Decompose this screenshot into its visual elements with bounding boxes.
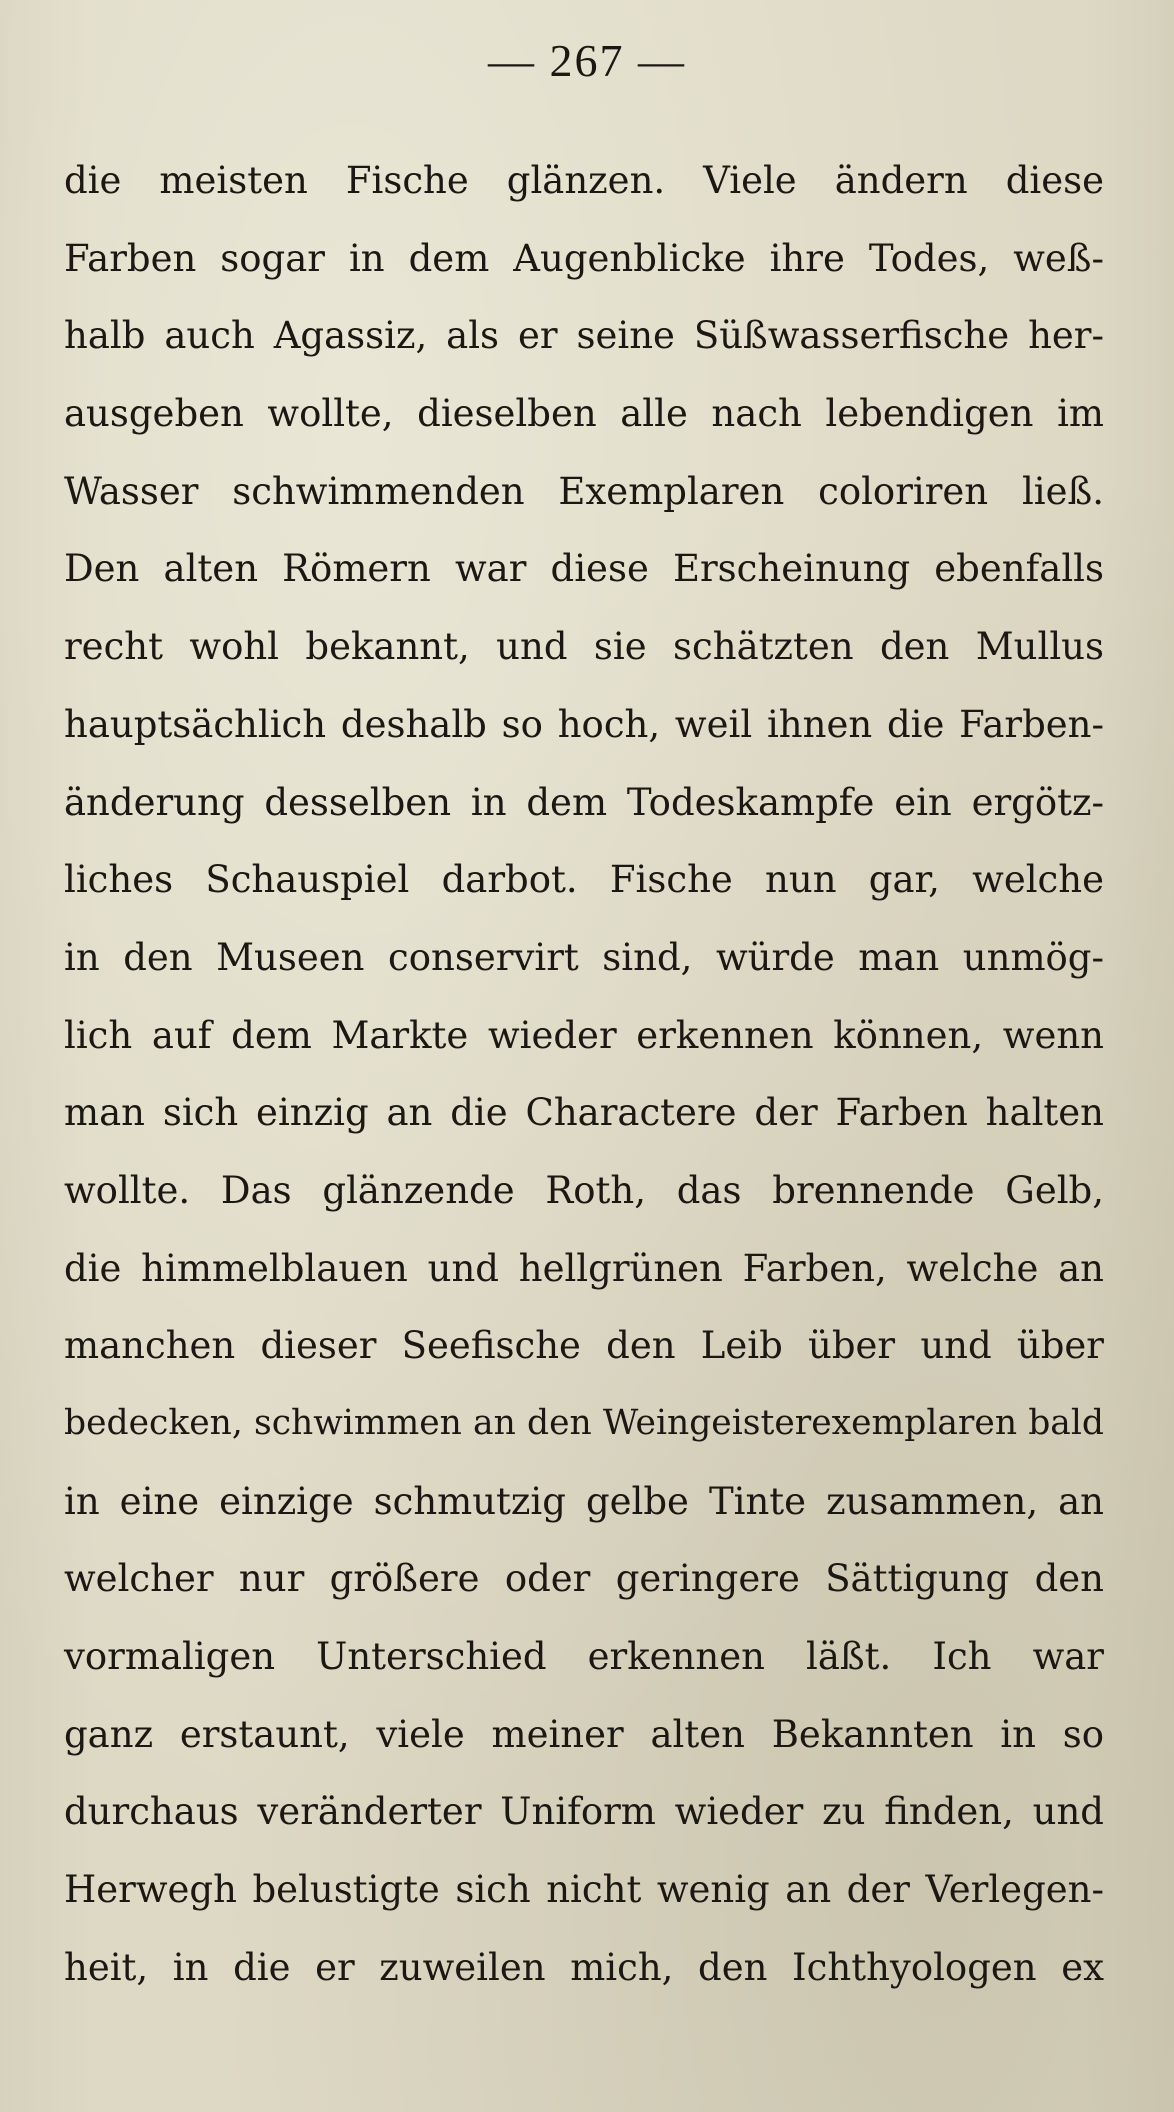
text-line: welcher nur größere oder geringere Sättigung den xyxy=(64,1557,1104,1601)
text-line: lich auf dem Markte wieder erkennen können, wenn xyxy=(64,1013,1104,1057)
text-line: heit, in die er zuweilen mich, den Ichthyologen ex xyxy=(64,1945,1104,1989)
text-line: liches Schauspiel darbot. Fische nun gar, welche xyxy=(64,858,1104,902)
body-text xyxy=(64,142,1104,2007)
text-line: Herwegh belustigte sich nicht wenig an der Verlegen- xyxy=(64,1868,1104,1912)
text-line: bedecken, schwimmen an den Weingeisterexemplaren bald xyxy=(64,1403,1104,1443)
text-line: man sich einzig an die Charactere der Farben halten xyxy=(64,1091,1104,1135)
text-line: in eine einzige schmutzig gelbe Tinte zusammen, an xyxy=(64,1479,1104,1523)
text-line: Den alten Römern war diese Erscheinung ebenfalls xyxy=(64,547,1104,591)
text-line: wollte. Das glänzende Roth, das brennende Gelb, xyxy=(64,1168,1104,1212)
text-line: ganz erstaunt, viele meiner alten Bekannten in so xyxy=(64,1712,1104,1756)
text-line: ausgeben wollte, dieselben alle nach lebendigen im xyxy=(64,392,1104,436)
text-line: hauptsächlich deshalb so hoch, weil ihnen die Farben- xyxy=(64,702,1104,746)
text-line: halb auch Agassiz, als er seine Süßwasserfische her- xyxy=(64,314,1104,358)
page-number: — 267 — xyxy=(488,35,686,86)
text-line: die meisten Fische glänzen. Viele ändern diese xyxy=(64,159,1104,202)
text-line: manchen dieser Seefische den Leib über und über xyxy=(64,1324,1104,1368)
text-line: recht wohl bekannt, und sie schätzten den Mullus xyxy=(64,625,1104,669)
text-line: änderung desselben in dem Todeskampfe ein ergötz- xyxy=(64,780,1104,824)
text-line: die himmelblauen und hellgrünen Farben, welche an xyxy=(64,1246,1104,1290)
text-line: Wasser schwimmenden Exemplaren coloriren ließ. xyxy=(64,469,1104,513)
text-line: vormaligen Unterschied erkennen läßt. Ich war xyxy=(64,1635,1104,1679)
text-line: in den Museen conservirt sind, würde man unmög- xyxy=(64,935,1104,979)
text-line: Farben sogar in dem Augenblicke ihre Todes, weß- xyxy=(64,236,1104,280)
text-line: durchaus veränderter Uniform wieder zu finden, und xyxy=(64,1790,1104,1834)
